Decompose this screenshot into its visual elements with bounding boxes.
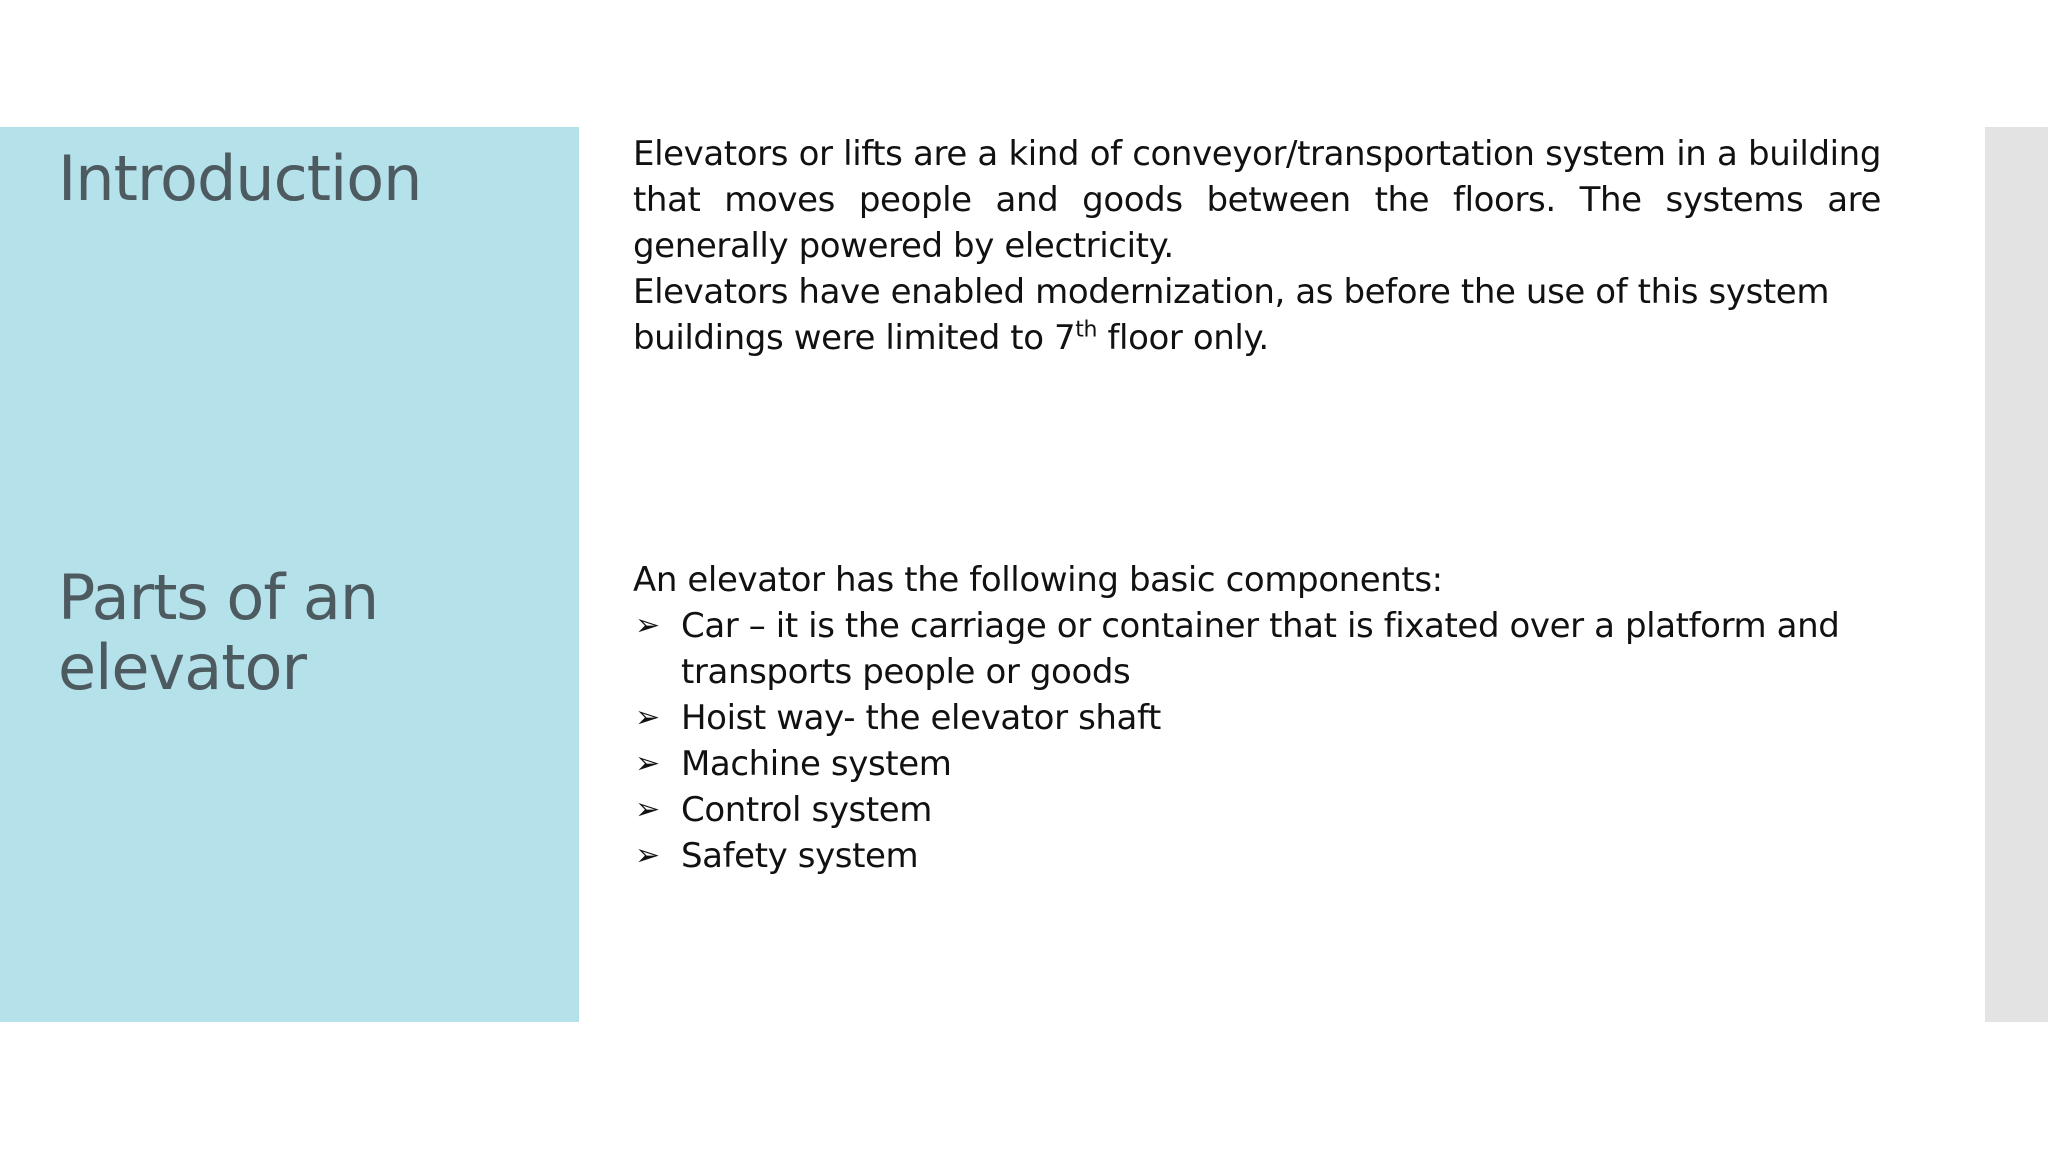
paragraph-2-text: Elevators have enabled modernization, as before the use of this system buildings were limited to 7: [633, 272, 1830, 358]
list-item: [633, 695, 1881, 741]
list-item: [633, 787, 1881, 833]
right-accent-strip: [1985, 127, 2048, 1022]
arrow-bullet-icon: ➢: [635, 608, 660, 643]
arrow-bullet-icon: ➢: [635, 838, 660, 873]
introduction-body: [633, 131, 1881, 361]
list-item-text: Hoist way- the elevator shaft: [681, 698, 1161, 738]
introduction-heading: Introduction: [58, 142, 422, 215]
components-list: [633, 603, 1881, 879]
parts-lead-text: An elevator has the following basic components:: [633, 560, 1443, 600]
parts-heading: Parts of an elevator: [58, 561, 379, 704]
list-item-text: Machine system: [681, 744, 952, 784]
list-item: [633, 603, 1881, 695]
list-item: [633, 741, 1881, 787]
paragraph-2-ending: floor only.: [1097, 318, 1269, 358]
introduction-paragraph-2: [633, 269, 1881, 361]
arrow-bullet-icon: ➢: [635, 700, 660, 735]
list-item-text: Control system: [681, 790, 933, 830]
list-item-text: Car – it is the carriage or container that is fixated over a platform and transports people or goods: [681, 606, 1840, 692]
list-item-text: Safety system: [681, 836, 919, 876]
parts-body: [633, 557, 1881, 879]
introduction-paragraph-1: Elevators or lifts are a kind of conveyor/transportation system in a building that moves people and goods between the floors. The systems are generally powered by electricity.: [633, 134, 1881, 266]
list-item: [633, 833, 1881, 879]
arrow-bullet-icon: ➢: [635, 792, 660, 827]
arrow-bullet-icon: ➢: [635, 746, 660, 781]
ordinal-superscript: th: [1075, 317, 1098, 343]
